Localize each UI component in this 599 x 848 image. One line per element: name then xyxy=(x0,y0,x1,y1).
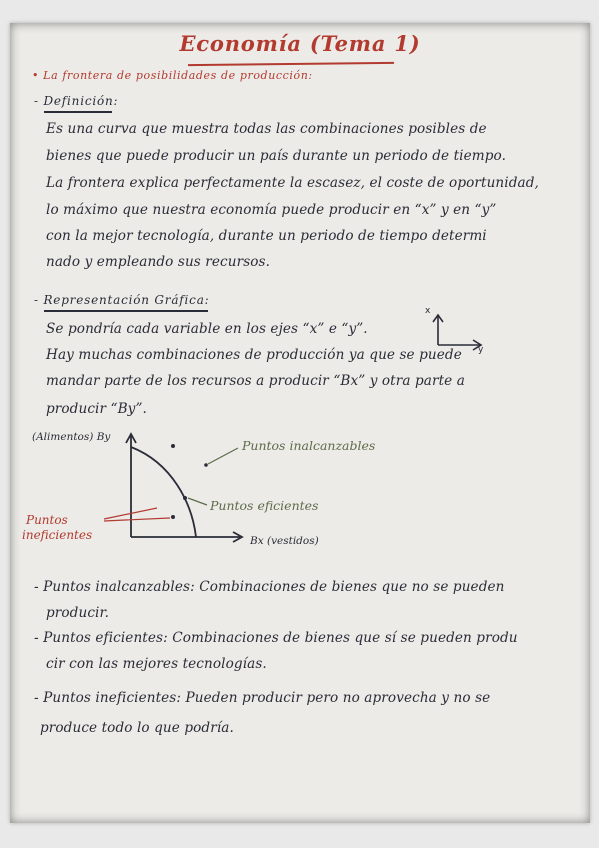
y-axis-label: (Alimentos) By xyxy=(32,431,111,443)
topic-heading: • La frontera de posibilidades de producción: xyxy=(32,69,313,82)
list-text: Combinaciones de bienes que sí se pueden produ xyxy=(172,630,518,646)
graph-line-1: Se pondría cada variable en los ejes “x” e “y”. xyxy=(46,321,368,337)
label-inefficient-line-1: Puntos xyxy=(26,513,68,527)
list-item-unreachable xyxy=(34,579,505,595)
axes-icon-x-label: x xyxy=(425,306,431,316)
notebook-page xyxy=(10,23,590,823)
inefficient-point xyxy=(171,515,175,519)
list-item-unreachable-cont: producir. xyxy=(46,605,110,621)
list-item-inefficient-cont: produce todo lo que podría. xyxy=(40,720,234,736)
inefficient-pointer-2 xyxy=(104,518,170,521)
ppf-curve xyxy=(131,447,196,537)
label-efficient: Puntos eficientes xyxy=(210,498,319,513)
graph-line-3: mandar parte de los recursos a producir “Bx” y otra parte a xyxy=(46,373,465,389)
list-item-efficient-cont: cir con las mejores tecnologías. xyxy=(46,656,267,672)
efficient-point xyxy=(183,496,187,500)
list-text: Pueden producir pero no aprovecha y no se xyxy=(185,690,491,706)
unreachable-point-2 xyxy=(204,463,208,467)
list-term: - Puntos ineficientes: xyxy=(34,690,182,706)
page-title: Economía (Tema 1) xyxy=(179,31,421,56)
list-item-efficient xyxy=(34,630,518,646)
definition-line-1: Es una curva que muestra todas las combinaciones posibles de xyxy=(46,121,487,137)
definition-line-2: bienes que puede producir un país durante un periodo de tiempo. xyxy=(46,148,507,164)
definition-line-4: lo máximo que nuestra economía puede producir en “x” y en “y” xyxy=(46,202,497,218)
unreachable-point xyxy=(171,444,175,448)
list-term: - Puntos eficientes: xyxy=(34,630,168,646)
definition-line-5: con la mejor tecnología, durante un periodo de tiempo determi xyxy=(46,228,487,244)
efficient-pointer xyxy=(188,498,207,505)
ppf-axes xyxy=(126,434,242,542)
definition-line-6: nado y empleando sus recursos. xyxy=(46,254,271,270)
x-axis-label: Bx (vestidos) xyxy=(250,535,319,547)
definition-line-3: La frontera explica perfectamente la escasez, el coste de oportunidad, xyxy=(46,175,539,191)
label-unreachable: Puntos inalcanzables xyxy=(242,438,376,453)
list-text: Combinaciones de bienes que no se pueden xyxy=(199,579,505,595)
list-term: - Puntos inalcanzables: xyxy=(34,579,195,595)
graph-line-2: Hay muchas combinaciones de producción ya que se puede xyxy=(46,347,462,363)
graph-section-heading: - Representación Gráfica: xyxy=(34,293,210,307)
unreachable-pointer xyxy=(208,448,238,464)
axes-icon-y-label: y xyxy=(478,345,484,355)
list-item-inefficient xyxy=(34,690,490,706)
graph-line-4: producir “By”. xyxy=(46,401,147,417)
definition-heading: - Definición: xyxy=(34,94,119,108)
axes-icon xyxy=(433,315,481,350)
label-inefficient-line-2: ineficientes xyxy=(22,528,93,542)
